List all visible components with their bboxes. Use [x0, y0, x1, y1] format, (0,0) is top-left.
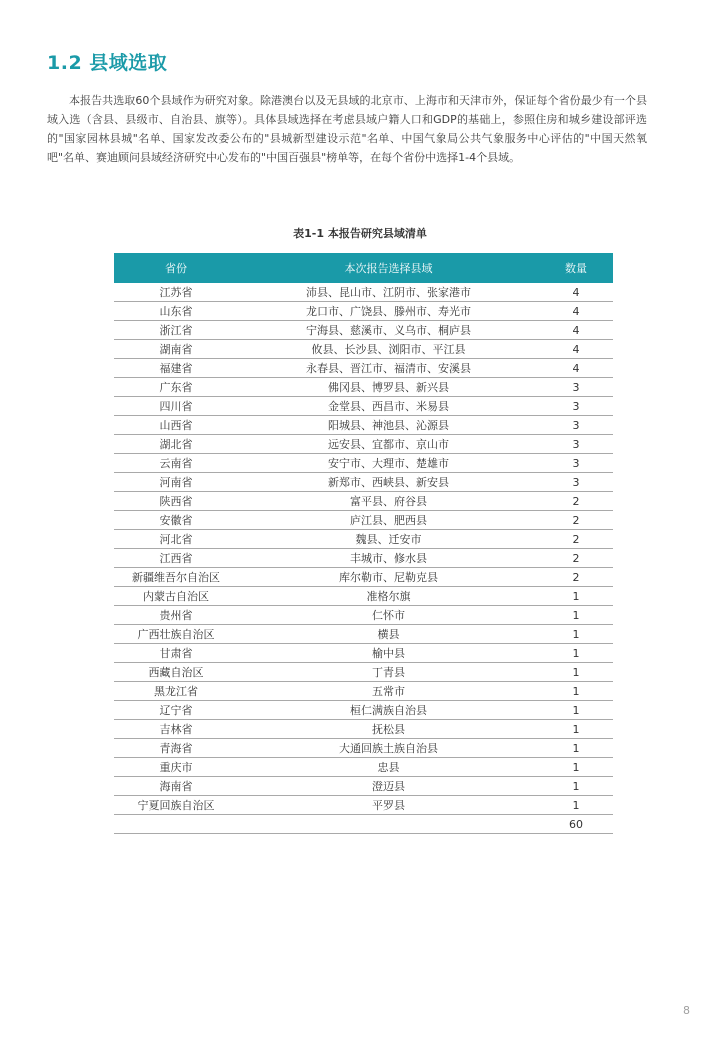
- province-cell: 吉林省: [114, 720, 238, 739]
- count-cell: 2: [539, 492, 613, 511]
- counties-cell: 安宁市、大理市、楚雄市: [238, 454, 539, 473]
- counties-cell: 金堂县、西昌市、米易县: [238, 397, 539, 416]
- table-row: [114, 739, 613, 758]
- count-cell: 2: [539, 568, 613, 587]
- province-cell: 安徽省: [114, 511, 238, 530]
- header-count: 数量: [539, 253, 613, 283]
- province-cell: 青海省: [114, 739, 238, 758]
- count-cell: 4: [539, 321, 613, 340]
- page-number: 8: [683, 1004, 690, 1017]
- intro-paragraph: 本报告共选取60个县域作为研究对象。除港澳台以及无县域的北京市、上海市和天津市外，保证每个省份最少有一个县域入选（含县、县级市、自治县、旗等）。具体县域选择在考虑县域户籍人口和GDP的基础上，参照住房和城乡建设部评选的"国家园林县城"名单、国家发改委公布的"县城新型建设示范"名单、中国气象局公共气象服务中心评估的"中国天然氧吧"名单、赛迪顾问县域经济研究中心发布的"中国百强县"榜单等，在每个省份中选择1-4个县域。: [47, 94, 647, 164]
- table-row: [114, 682, 613, 701]
- counties-cell: 大通回族土族自治县: [238, 739, 539, 758]
- counties-cell: 新郑市、西峡县、新安县: [238, 473, 539, 492]
- count-cell: 1: [539, 606, 613, 625]
- count-cell: 1: [539, 796, 613, 815]
- counties-cell: 丰城市、修水县: [238, 549, 539, 568]
- table-body: [114, 283, 613, 834]
- count-cell: 1: [539, 625, 613, 644]
- count-cell: 3: [539, 397, 613, 416]
- table-row: [114, 359, 613, 378]
- province-cell: 黑龙江省: [114, 682, 238, 701]
- counties-cell: 庐江县、肥西县: [238, 511, 539, 530]
- table-row: [114, 568, 613, 587]
- counties-cell: 忠县: [238, 758, 539, 777]
- counties-cell: 抚松县: [238, 720, 539, 739]
- counties-cell: 准格尔旗: [238, 587, 539, 606]
- count-cell: 2: [539, 511, 613, 530]
- count-cell: 1: [539, 682, 613, 701]
- counties-cell: 攸县、长沙县、浏阳市、平江县: [238, 340, 539, 359]
- counties-cell: 佛冈县、博罗县、新兴县: [238, 378, 539, 397]
- table-row: [114, 587, 613, 606]
- province-cell: [114, 815, 238, 834]
- table-row: [114, 435, 613, 454]
- count-cell: 3: [539, 454, 613, 473]
- counties-cell: [238, 815, 539, 834]
- counties-cell: 榆中县: [238, 644, 539, 663]
- table-row: [114, 530, 613, 549]
- province-cell: 重庆市: [114, 758, 238, 777]
- province-cell: 陕西省: [114, 492, 238, 511]
- count-cell: 3: [539, 473, 613, 492]
- table-row: [114, 606, 613, 625]
- count-cell: 3: [539, 416, 613, 435]
- table-row: [114, 454, 613, 473]
- table-row: [114, 625, 613, 644]
- province-cell: 广西壮族自治区: [114, 625, 238, 644]
- province-cell: 贵州省: [114, 606, 238, 625]
- count-cell: 1: [539, 777, 613, 796]
- province-cell: 甘肃省: [114, 644, 238, 663]
- table-row: [114, 644, 613, 663]
- province-cell: 湖北省: [114, 435, 238, 454]
- count-cell: 4: [539, 283, 613, 302]
- province-cell: 辽宁省: [114, 701, 238, 720]
- counties-cell: 澄迈县: [238, 777, 539, 796]
- table-row: [114, 701, 613, 720]
- province-cell: 河北省: [114, 530, 238, 549]
- province-cell: 海南省: [114, 777, 238, 796]
- counties-cell: 沛县、昆山市、江阴市、张家港市: [238, 283, 539, 302]
- table-caption: 表1-1 本报告研究县域清单: [293, 227, 427, 240]
- count-cell: 2: [539, 530, 613, 549]
- county-list-table: [114, 253, 613, 834]
- province-cell: 山西省: [114, 416, 238, 435]
- province-cell: 浙江省: [114, 321, 238, 340]
- table-row: [114, 283, 613, 302]
- table-row: [114, 321, 613, 340]
- counties-cell: 库尔勒市、尼勒克县: [238, 568, 539, 587]
- count-cell: 1: [539, 720, 613, 739]
- counties-cell: 魏县、迁安市: [238, 530, 539, 549]
- province-cell: 江苏省: [114, 283, 238, 302]
- province-cell: 云南省: [114, 454, 238, 473]
- province-cell: 福建省: [114, 359, 238, 378]
- count-cell: 1: [539, 587, 613, 606]
- table-row: [114, 777, 613, 796]
- count-cell: 2: [539, 549, 613, 568]
- count-cell: 60: [539, 815, 613, 834]
- count-cell: 1: [539, 739, 613, 758]
- table-row: [114, 473, 613, 492]
- count-cell: 3: [539, 435, 613, 454]
- count-cell: 1: [539, 758, 613, 777]
- province-cell: 新疆维吾尔自治区: [114, 568, 238, 587]
- table-header-row: [114, 253, 613, 283]
- counties-cell: 龙口市、广饶县、滕州市、寿光市: [238, 302, 539, 321]
- province-cell: 江西省: [114, 549, 238, 568]
- counties-cell: 富平县、府谷县: [238, 492, 539, 511]
- province-cell: 广东省: [114, 378, 238, 397]
- header-counties: 本次报告选择县域: [238, 253, 539, 283]
- table-row: [114, 416, 613, 435]
- counties-cell: 五常市: [238, 682, 539, 701]
- table-row: [114, 378, 613, 397]
- count-cell: 4: [539, 340, 613, 359]
- table-row: [114, 796, 613, 815]
- province-cell: 西藏自治区: [114, 663, 238, 682]
- section-heading: 1.2 县域选取: [47, 52, 168, 74]
- counties-cell: 横县: [238, 625, 539, 644]
- header-province: 省份: [114, 253, 238, 283]
- counties-cell: 阳城县、神池县、沁源县: [238, 416, 539, 435]
- table-row: [114, 720, 613, 739]
- table-row: [114, 492, 613, 511]
- province-cell: 宁夏回族自治区: [114, 796, 238, 815]
- counties-cell: 丁青县: [238, 663, 539, 682]
- province-cell: 山东省: [114, 302, 238, 321]
- counties-cell: 宁海县、慈溪市、义乌市、桐庐县: [238, 321, 539, 340]
- table-row: [114, 340, 613, 359]
- province-cell: 四川省: [114, 397, 238, 416]
- count-cell: 1: [539, 663, 613, 682]
- province-cell: 湖南省: [114, 340, 238, 359]
- count-cell: 3: [539, 378, 613, 397]
- counties-cell: 平罗县: [238, 796, 539, 815]
- count-cell: 1: [539, 701, 613, 720]
- province-cell: 河南省: [114, 473, 238, 492]
- counties-cell: 仁怀市: [238, 606, 539, 625]
- table-row: [114, 663, 613, 682]
- table-row: [114, 758, 613, 777]
- table-row: [114, 549, 613, 568]
- province-cell: 内蒙古自治区: [114, 587, 238, 606]
- count-cell: 4: [539, 359, 613, 378]
- counties-cell: 永春县、晋江市、福清市、安溪县: [238, 359, 539, 378]
- count-cell: 1: [539, 644, 613, 663]
- counties-cell: 远安县、宜都市、京山市: [238, 435, 539, 454]
- table-row: [114, 397, 613, 416]
- counties-cell: 桓仁满族自治县: [238, 701, 539, 720]
- count-cell: 4: [539, 302, 613, 321]
- table-total-row: [114, 815, 613, 834]
- table-row: [114, 302, 613, 321]
- table-row: [114, 511, 613, 530]
